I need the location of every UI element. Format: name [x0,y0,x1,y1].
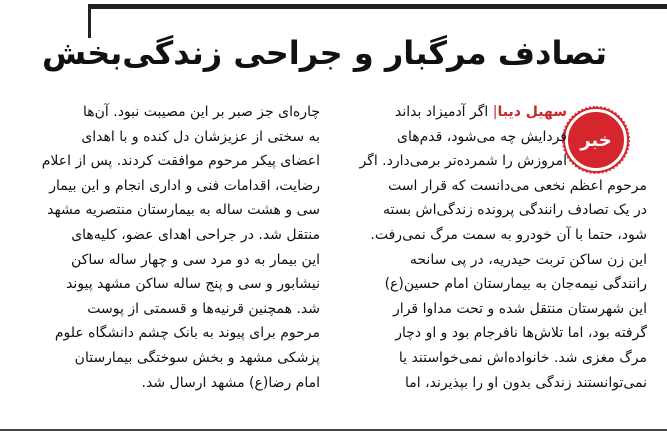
paragraph-line: سی و هشت ساله به بیمارستان منتصریه مشهد [47,202,320,219]
badge-label: خبر [580,129,612,151]
paragraph-line: پزشکی مشهد و بخش سوختگی بیمارستان [74,349,320,366]
byline: سهیل دیبا [497,104,567,120]
paragraph-line: نیشابور و سی و پنج ساله ساکن مشهد پیوند [66,276,320,293]
paragraph-line: چاره‌ای جز صبر بر این مصیبت نبود. آن‌ها [83,104,320,120]
paragraph-line: اعضای پیکر مرحوم موافقت کردند. پس از اعلام [41,153,320,170]
headline: تصادف مرگبار و جراحی زندگی‌بخش [41,34,607,72]
top-rule [90,4,667,9]
paragraph-line: در یک تصادف رانندگی پرونده زندگی‌اش بسته [382,202,647,219]
paragraph-line-text: اگر آدمیزاد بداند [395,104,489,120]
paragraph-line: امروزش را شمرده‌تر برمی‌دارد. اگر [359,153,567,170]
left-column [20,100,320,395]
paragraph-line: منتقل شد. در جراحی اهدای عضو، کلیه‌های [71,226,320,243]
paragraph-line: نمی‌توانستند زندگی بدون او را بپذیرند، اما [405,374,647,391]
paragraph-line: شود، حتما با آن خودرو به سمت مرگ نمی‌رفت. [370,226,647,243]
paragraph-line: این شهرستان منتقل شده و تحت مداوا قرار [393,300,647,317]
paragraph-line: فردایش چه می‌شود، قدم‌های [397,128,567,145]
paragraph-line: رانندگی نیمه‌جان به بیمارستان امام حسین(ع) [384,276,647,293]
paragraph-line: این زن ساکن تربت حیدریه، در پی سانحه [409,251,647,268]
paragraph-line: این بیمار به دو مرد سی و چهار ساله ساکن [71,251,320,268]
paragraph-line: مرحوم برای پیوند به بانک چشم دانشگاه علوم [54,325,320,342]
right-column [347,100,647,395]
paragraph-line: رضایت، اقدامات فنی و اداری انجام و این بیمار [49,177,320,194]
paragraph-line: امام رضا(ع) مشهد ارسال شد. [141,374,320,391]
paragraph-line [347,100,647,125]
paragraph-line: مرگ مغزی شد. خانواده‌اش نمی‌خواستند یا [398,349,647,366]
bottom-rule [0,429,667,431]
paragraph-line: گرفته بود، اما تلاش‌ها نافرجام بود و او دچار [395,325,647,342]
paragraph-line: شد. همچنین قرنیه‌ها و قسمتی از پوست [87,300,320,317]
paragraph-line: به سختی از عزیزشان دل کنده و با اهدای [81,128,320,145]
paragraph-line: مرحوم اعظم نخعی می‌دانست که قرار است [388,177,647,194]
byline-separator: | [492,104,498,120]
